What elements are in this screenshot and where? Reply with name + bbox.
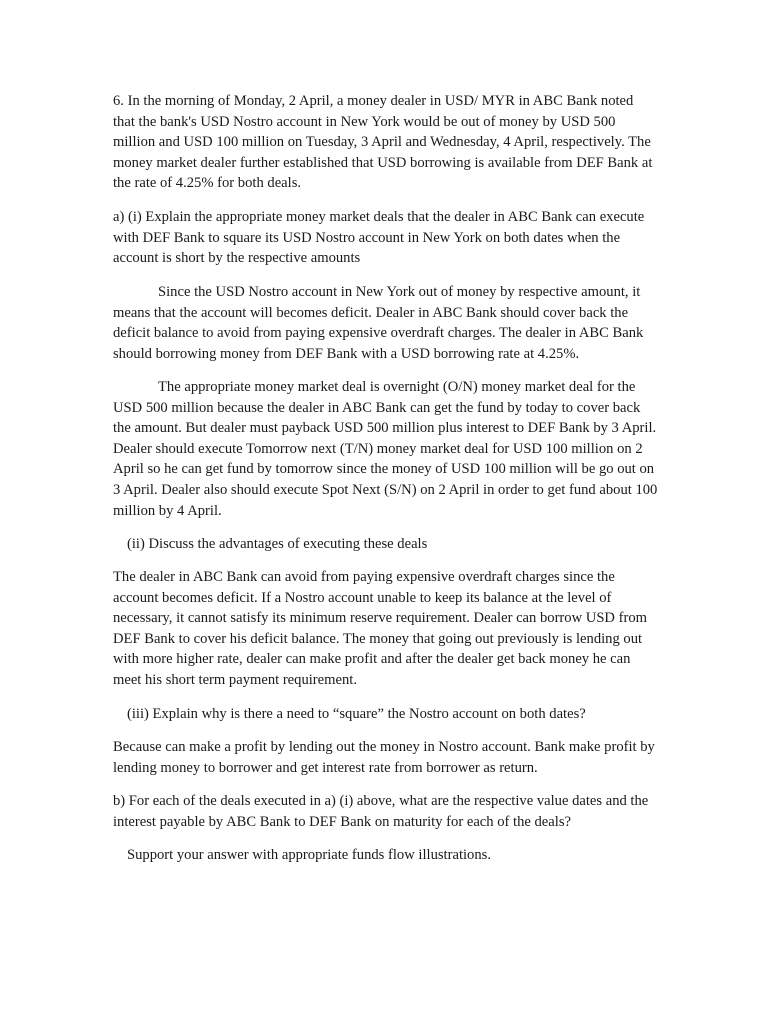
part-a-i-question: a) (i) Explain the appropriate money market deals that the dealer in ABC Bank can execute with DEF Bank to square its USD Nostro account in New York on both dates when the account is short by the respective amounts xyxy=(113,209,645,267)
part-a-ii-question: (ii) Discuss the advantages of executing these deals xyxy=(127,536,428,552)
question-paragraph: 6. In the morning of Monday, 2 April, a money dealer in USD/ MYR in ABC Bank noted that the bank's USD Nostro account in New York would be out of money by USD 500 million and USD 100 million on Tuesday, 3 April and Wednesday, 4 April, respectively. The money market dealer further established that USD borrowing is available from DEF Bank at the rate of 4.25% for both deals. xyxy=(113,93,653,192)
part-a-i-answer-2: The appropriate money market deal is overnight (O/N) money market deal for the USD 500 million because the dealer in ABC Bank can get the fund by today to cover back the amount. But dealer must payback USD 500 million plus interest to DEF Bank by 3 April. Dealer should execute Tomorrow next (T/N) money market deal for USD 100 million on 2 April so he can get fund by tomorrow since the money of USD 100 million will be go out on 3 April. Dealer also should execute Spot Next (S/N) on 2 April in order to get fund about 100 million by 4 April. xyxy=(113,379,658,519)
part-a-i-answer-1: Since the USD Nostro account in New York out of money by respective amount, it means that the account will becomes deficit. Dealer in ABC Bank should cover back the deficit balance to avoid from paying expensive overdraft charges. The dealer in ABC Bank should borrowing money from DEF Bank with a USD borrowing rate at 4.25%. xyxy=(113,284,644,362)
part-a-iii-question: (iii) Explain why is there a need to “square” the Nostro account on both dates? xyxy=(127,706,586,722)
part-b-question: b) For each of the deals executed in a) (i) above, what are the respective value dates and the interest payable by ABC Bank to DEF Bank on maturity for each of the deals? xyxy=(113,793,649,830)
part-a-ii-answer: The dealer in ABC Bank can avoid from paying expensive overdraft charges since the account becomes deficit. If a Nostro account unable to keep its balance at the level of necessary, it cannot satisfy its minimum reserve requirement. Dealer can borrow USD from DEF Bank to cover his deficit balance. The money that going out previously is lending out with more higher rate, dealer can make profit and after the dealer get back money he can meet his short term payment requirement. xyxy=(113,569,647,688)
part-b-note: Support your answer with appropriate funds flow illustrations. xyxy=(127,847,491,863)
part-a-iii-answer: Because can make a profit by lending out the money in Nostro account. Bank make profit by lending money to borrower and get interest rate from borrower as return. xyxy=(113,739,655,776)
